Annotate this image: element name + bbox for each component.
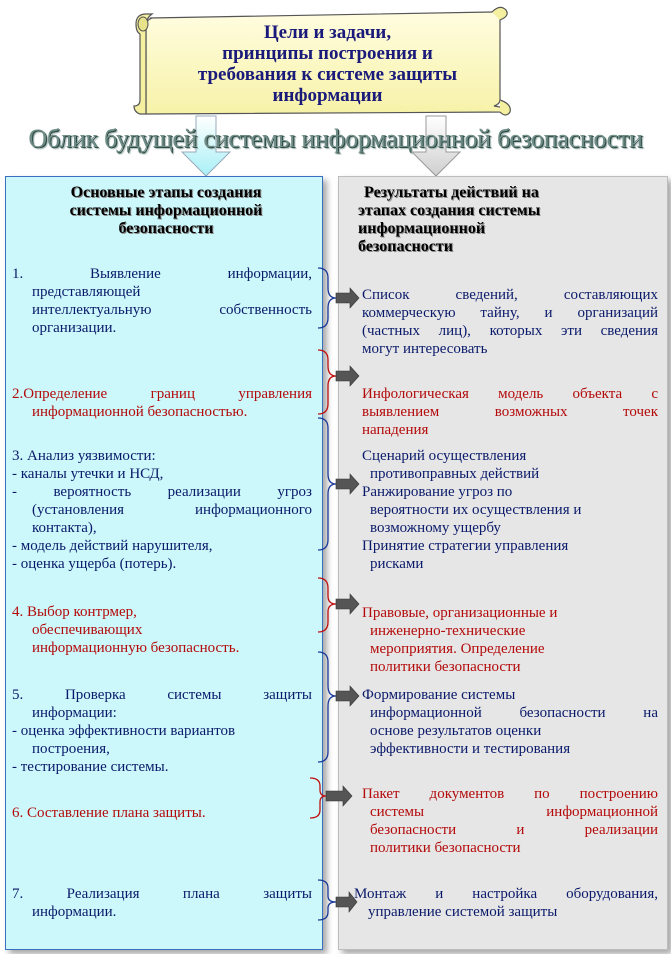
title-line: информации [272, 85, 383, 106]
header-line: Результаты действий на [364, 184, 539, 201]
connector-arrow-icon [336, 288, 359, 308]
connector-arrow-icon [336, 366, 359, 386]
result-line: Сценарий осуществления [362, 448, 527, 464]
stage-line: организации. [32, 320, 117, 336]
header-line: безопасности [358, 238, 453, 255]
brace-2 [318, 350, 336, 414]
stage-line: 2.Определение границ управления [12, 386, 312, 402]
result-line: возможному ущербу [370, 520, 501, 536]
stage-line: представляющей [32, 284, 141, 300]
stage-line: - оценка ущерба (потерь). [12, 556, 177, 572]
result-line: вероятности их осуществления и [370, 502, 582, 518]
stage-line: - тестирование системы. [12, 759, 169, 775]
result-line: (частных лиц), которых эти сведения [362, 323, 658, 339]
result-line: противоправных действий [370, 466, 540, 482]
result-line: Список сведений, составляющих [362, 287, 658, 303]
header-line: информационной [358, 220, 486, 237]
connector-arrow-icon [336, 474, 359, 494]
stage-line: информации. [32, 904, 117, 920]
result-line: мероприятия. Определение [370, 641, 545, 657]
stage-line: (установления информационного [32, 502, 312, 518]
result-line: Ранжирование угроз по [362, 484, 513, 500]
result-line: Инфологическая модель объекта с [362, 386, 658, 402]
stage-line: информации: [32, 705, 117, 721]
result-line: Правовые, организационные и [362, 605, 558, 621]
stage-line: 4. Выбор контрмер, [12, 604, 137, 620]
connector-arrow-icon [336, 594, 359, 614]
stage-line: 3. Анализ уязвимости: [12, 448, 156, 464]
header-line: системы информационной [69, 202, 263, 219]
result-line: основе результатов оценки [370, 723, 542, 739]
result-line: политики безопасности [370, 659, 521, 675]
stage-line: - оценка эффективности вариантов [12, 723, 236, 739]
stage-line: 5. Проверка системы защиты [12, 687, 312, 703]
stage-line: 6. Составление плана защиты. [12, 805, 206, 821]
header-line: Основные этапы создания [70, 184, 262, 201]
stage-line: информационной безопасностью. [32, 404, 248, 420]
stage-line: построения, [32, 741, 110, 757]
connector-arrow-icon [336, 892, 357, 912]
result-line: коммерческую тайну, и организаций [362, 305, 658, 321]
header-line: безопасности [118, 220, 214, 237]
result-line: выявлением возможных точек [362, 404, 658, 420]
connector-arrow-icon [336, 686, 359, 706]
result-line: управление системой защиты [368, 904, 558, 920]
result-line: инженерно-технические [370, 623, 526, 639]
stage-line: обеспечивающих [32, 622, 143, 638]
result-line: системы информационной [370, 804, 658, 820]
result-line: нападения [362, 422, 429, 438]
title-line: Цели и задачи, [263, 22, 392, 43]
result-line: могут интересовать [362, 341, 488, 357]
stage-line: 7. Реализация плана защиты [12, 886, 312, 902]
connector-arrow-icon [326, 786, 352, 806]
result-line: Пакет документов по построению [362, 786, 658, 802]
stage-line: контакта), [32, 520, 97, 536]
brace-4 [318, 578, 336, 632]
result-line: Принятие стратегии управления [362, 538, 569, 554]
stage-line: информационную безопасность. [32, 640, 240, 656]
result-line: информационной безопасности на [370, 705, 658, 721]
brace-6 [310, 778, 326, 818]
result-line: Монтаж и настройка оборудования, [354, 886, 658, 902]
result-line: рисками [370, 556, 424, 572]
title-line: принципы построения и [222, 43, 433, 64]
subtitle: Облик будущей системы информационной безопасности [28, 124, 643, 153]
stage-line: - каналы утечки и НСД, [12, 466, 164, 482]
header-line: этапах создания системы [358, 202, 541, 219]
title-line: требования к системе защиты [197, 64, 458, 85]
stage-line: - вероятность реализации угроз [12, 484, 312, 500]
brace-1 [318, 268, 336, 328]
stage-line: 1. Выявление информации, [12, 266, 312, 282]
result-line: эффективности и тестирования [370, 741, 571, 757]
result-line: безопасности и реализации [370, 822, 658, 838]
result-line: Формирование системы [362, 687, 516, 703]
stage-line: интеллектуальную собственность [32, 302, 312, 318]
result-line: политики безопасности [370, 840, 521, 856]
stage-line: - модель действий нарушителя, [12, 538, 213, 554]
brace-3 [318, 418, 336, 550]
brace-5 [318, 652, 336, 762]
brace-7 [318, 880, 336, 920]
